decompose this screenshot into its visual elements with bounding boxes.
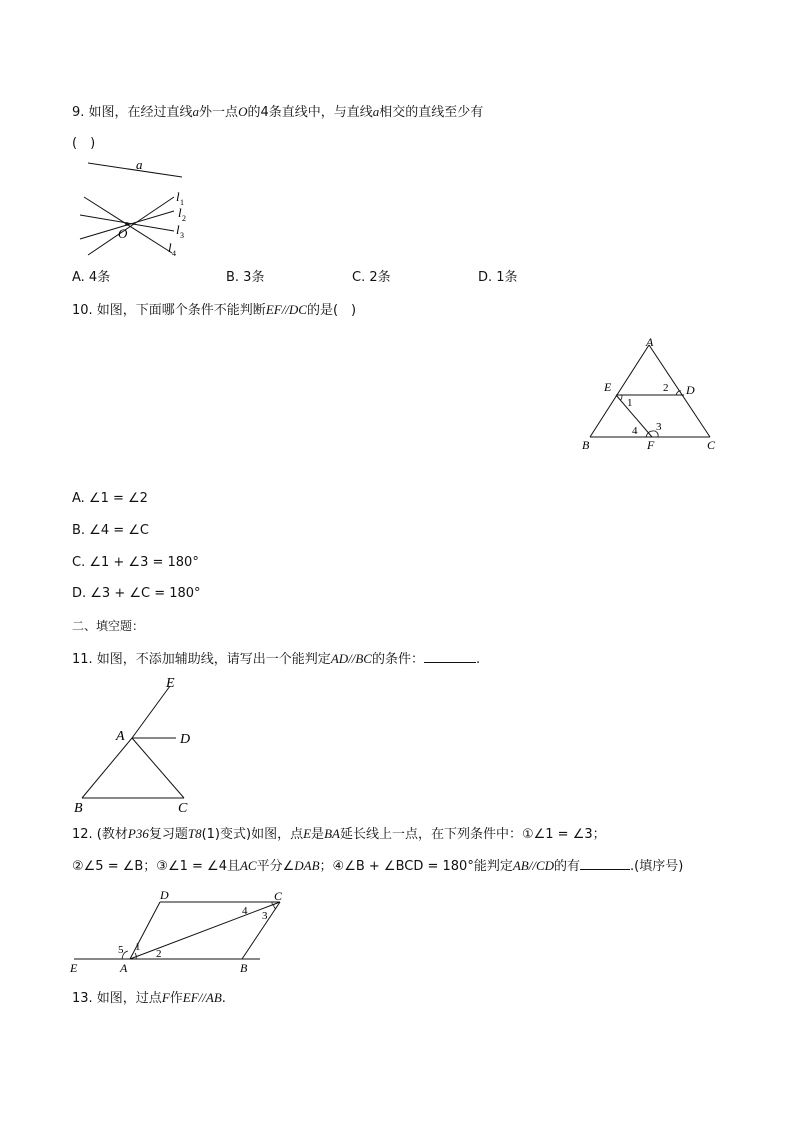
q10-label-b: B (582, 438, 590, 452)
q9-var: a (372, 104, 380, 119)
q12-answer-blank[interactable] (580, 857, 630, 870)
q12-label-a: A (120, 961, 128, 975)
q10-option-b[interactable] (72, 523, 149, 539)
q9-var: a (192, 104, 200, 119)
q9-label-l3-sub: 3 (180, 231, 184, 240)
q11-text: . (476, 652, 481, 667)
q10-option-b-label: B. ∠4 = ∠C (72, 523, 149, 538)
q12-text: ②∠5 = ∠B；③∠1 = ∠4且 (72, 859, 240, 874)
q12-math: P36 (127, 826, 149, 841)
q12-text: (1)变式)如图，点 (201, 827, 304, 842)
q13-text: . (221, 991, 226, 1006)
q12-label-3: 3 (262, 910, 268, 922)
q12-label-5: 5 (118, 944, 124, 956)
q10-text: 的是( ) (306, 303, 357, 318)
q12-label-b: B (240, 961, 248, 975)
q10-label-c: C (707, 438, 716, 452)
q13-text: 作 (169, 991, 183, 1006)
q10-option-a[interactable] (72, 491, 148, 507)
q9-option-c[interactable]: C. 2条 (352, 270, 391, 285)
q11-ray-ae (132, 686, 170, 738)
q10-option-a-label: A. ∠1 = ∠2 (72, 491, 148, 506)
q12-text: 的有 (554, 859, 581, 874)
q10-label-d: D (686, 383, 695, 397)
q12-label-e: E (70, 961, 78, 975)
q11-label-c: C (178, 801, 188, 816)
q9-label-o: O (118, 226, 128, 241)
q10-label-1: 1 (627, 397, 633, 409)
q13-math: EF//AB (182, 990, 222, 1005)
q9-text: 外一点 (199, 105, 239, 120)
q9-figure (70, 155, 200, 265)
q9-label-a: a (136, 157, 143, 172)
q9-line-a (88, 163, 182, 177)
q10-label-f: F (647, 438, 655, 452)
q12-math: AC (239, 858, 257, 873)
q11-text: 的条件： (371, 652, 424, 667)
q12-text: 是 (311, 827, 325, 842)
q10-option-d[interactable] (72, 586, 201, 602)
q10-math: EF//DC (265, 302, 307, 317)
q9-label-l4: l (168, 240, 172, 255)
q13-text: 13. 如图，过点 (72, 991, 162, 1006)
q12-text: 复习题 (148, 827, 188, 842)
q10-label-2: 2 (663, 382, 669, 394)
q12-text: 12. (教材 (72, 827, 128, 842)
q12-text: 延长线上一点，在下列条件中：①∠1 = ∠3； (339, 827, 606, 842)
q12-text: 平分∠ (256, 859, 295, 874)
q12-label-4: 4 (242, 905, 248, 917)
q12-angle-2-arc (135, 953, 136, 959)
q10-label-e: E (604, 380, 612, 394)
q10-option-d-label: D. ∠3 + ∠C = 180° (72, 586, 201, 601)
q9-label-l4-sub: 4 (172, 249, 176, 258)
q9-stem (72, 104, 483, 121)
q10-label-4: 4 (632, 425, 638, 437)
q12-diagonal-ac (130, 902, 280, 959)
q9-label-l1-sub: 1 (180, 198, 184, 207)
q11-side-ac (132, 738, 184, 798)
q10-stem (72, 302, 356, 319)
q11-text: 11. 如图，不添加辅助线，请写出一个能判定 (72, 652, 331, 667)
q11-stem (72, 650, 480, 668)
q9-option-a[interactable]: A. 4条 (72, 270, 111, 285)
q12-stem-line1 (72, 826, 606, 843)
q12-math: E (303, 826, 312, 841)
q10-option-c[interactable] (72, 555, 199, 571)
q10-label-a: A (646, 335, 654, 349)
q9-var: O (238, 104, 248, 119)
q10-figure (576, 333, 726, 455)
q11-label-d: D (180, 732, 191, 747)
q12-text: ；④∠B + ∠BCD = 180°能判定 (319, 859, 513, 874)
q12-stem-line2 (72, 857, 683, 875)
q9-label-l1: l (176, 189, 180, 204)
section-heading: 二、填空题： (72, 619, 145, 633)
q12-math: T8 (187, 826, 202, 841)
q12-math: AB//CD (512, 858, 555, 873)
q11-answer-blank[interactable] (424, 650, 476, 663)
q13-stem (72, 990, 226, 1007)
q9-text: 的4条直线中，与直线 (247, 105, 373, 120)
q13-math: F (161, 990, 170, 1005)
q9-text: 9. 如图，在经过直线 (72, 105, 193, 120)
q12-math: BA (324, 826, 340, 841)
q12-side-cb (242, 902, 280, 959)
q12-label-d: D (160, 888, 169, 902)
q12-math: DAB (294, 858, 320, 873)
q11-label-e: E (166, 676, 175, 691)
q11-label-a: A (116, 729, 125, 744)
q12-label-2: 2 (156, 948, 162, 960)
q10-label-3: 3 (656, 421, 662, 433)
q9-text: 相交的直线至少有 (379, 105, 484, 120)
q11-math: AD//BC (330, 651, 372, 666)
q11-figure (72, 672, 202, 817)
q12-figure (70, 884, 310, 976)
q9-label-l2-sub: 2 (182, 214, 186, 223)
q9-label-l3: l (176, 222, 180, 237)
q12-label-c: C (274, 889, 283, 903)
q9-option-b[interactable]: B. 3条 (226, 270, 265, 285)
q10-option-c-label: C. ∠1 + ∠3 = 180° (72, 555, 199, 570)
q10-text: 10. 如图，下面哪个条件不能判断 (72, 303, 266, 318)
q12-text: .(填序号) (630, 859, 684, 874)
q12-label-1: 1 (135, 941, 141, 953)
q11-side-ab (82, 738, 132, 798)
q11-label-b: B (74, 801, 83, 816)
q9-label-l2: l (178, 205, 182, 220)
q9-option-d[interactable]: D. 1条 (478, 270, 518, 285)
q9-answer-paren: ( ) (72, 136, 96, 151)
